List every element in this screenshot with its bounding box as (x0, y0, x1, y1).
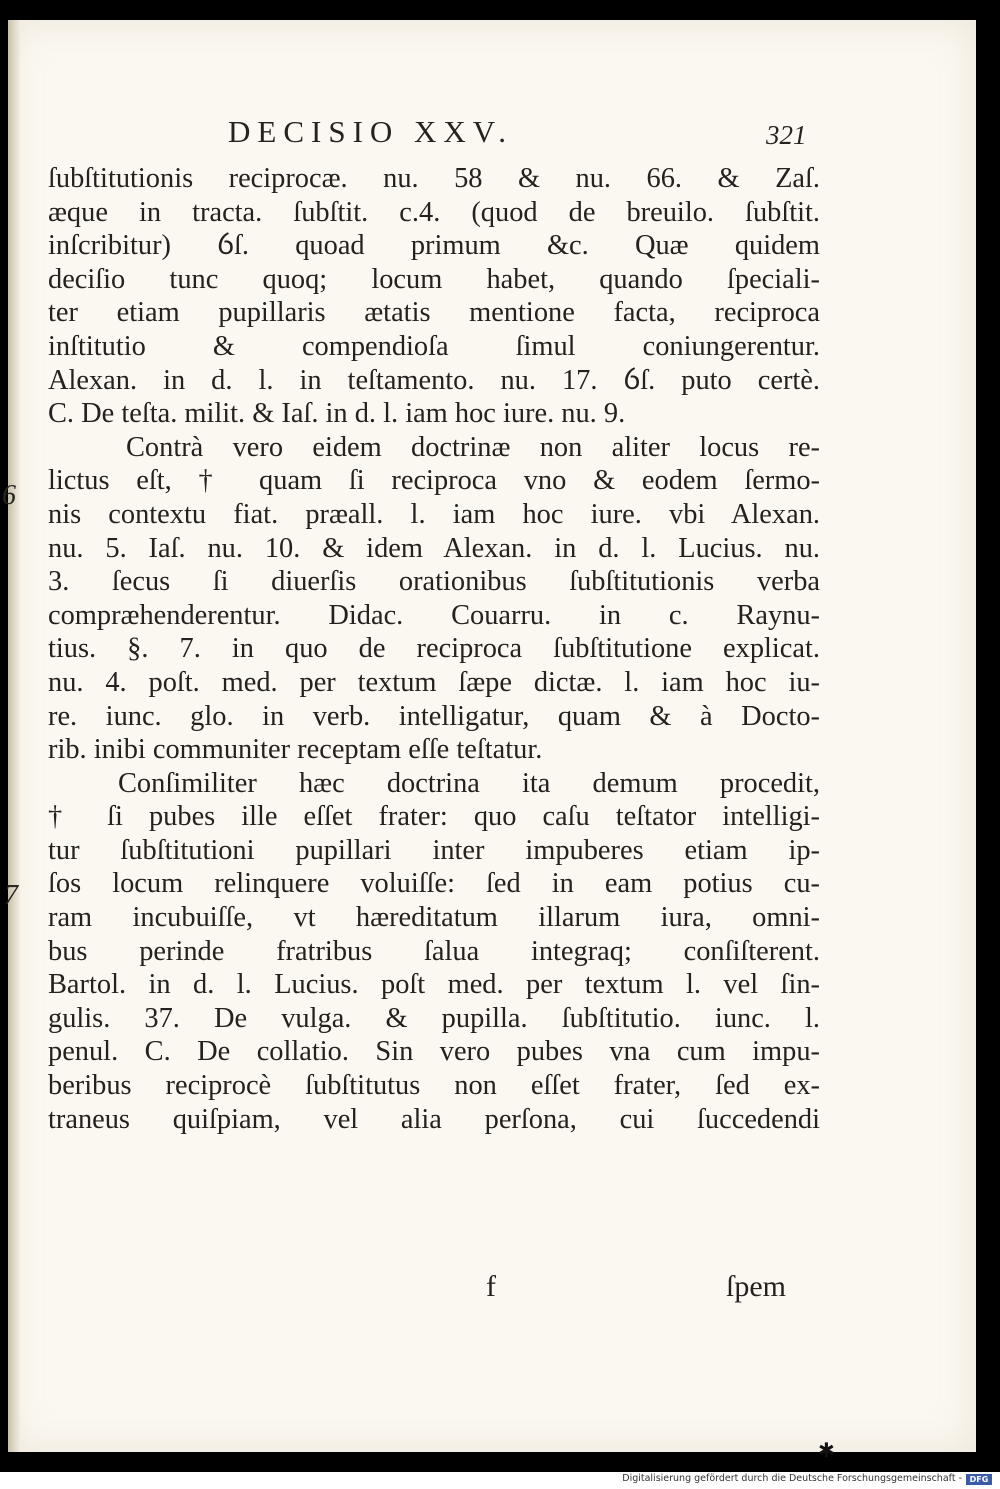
text-line: lictus eſt, † quam ſi reciproca vno & eodem ſermo- (48, 465, 820, 497)
page-header (8, 110, 976, 150)
text-line: tius. §. 7. in quo de reciproca ſubſtitutione explicat. (48, 633, 820, 665)
text-line: rib. inibi communiter receptam eſſe teſtatur. (48, 734, 543, 766)
text-line: gulis. 37. De vulga. & pupilla. ſubſtitutio. iunc. l. (48, 1002, 820, 1034)
text-line: nu. 4. poſt. med. per textum ſæpe dictæ. l. iam hoc iu- (48, 666, 820, 698)
marginal-number: 7 (4, 880, 18, 911)
text-line: nu. 5. Iaſ. nu. 10. & idem Alexan. in d. l. Lucius. nu. (48, 532, 820, 564)
signature-mark: f (486, 1270, 496, 1303)
text-line: inſtitutio & compendioſa ſimul coniungerentur. (48, 330, 820, 362)
paragraph-start-line: Conſimiliter hæc doctrina ita demum procedit, (118, 767, 820, 799)
library-stamp-ornament: ✱ (818, 1438, 835, 1462)
running-head: DECISIO XXV. (228, 114, 513, 149)
book-page (2, 20, 976, 1462)
text-line: C. De teſta. milit. & Iaſ. in d. l. iam hoc iure. nu. 9. (48, 398, 626, 430)
text-line: compræhenderentur. Didac. Couarru. in c. Raynu- (48, 599, 820, 631)
text-line: nis contextu fiat. præall. l. iam hoc iure. vbi Alexan. (48, 498, 820, 530)
paragraph-start-line: Contrà vero eidem doctrinæ non aliter locus re- (126, 431, 820, 463)
text-line: ſubſtitutionis reciprocæ. nu. 58 & nu. 66. & Zaſ. (48, 163, 820, 194)
dfg-logo: DFG (966, 1474, 992, 1485)
text-line: Alexan. in d. l. in teſtamento. nu. 17. ỽſ. puto certè. (48, 364, 820, 396)
funding-credit: Digitalisierung gefördert durch die Deutsche Forschungsgemeinschaft - (622, 1473, 962, 1484)
text-line: ter etiam pupillaris ætatis mentione facta, reciproca (48, 297, 820, 329)
marginal-number: 6 (2, 480, 16, 511)
page-gutter (8, 20, 20, 1452)
page-number: 321 (766, 120, 807, 150)
text-line: † ſi pubes ille eſſet frater: quo caſu teſtator intelligi- (48, 801, 820, 833)
text-line: Bartol. in d. l. Lucius. poſt med. per textum l. vel ſin- (48, 969, 820, 1001)
text-line: beribus reciprocè ſubſtitutus non eſſet frater, ſed ex- (48, 1070, 820, 1102)
text-line: tur ſubſtitutioni pupillari inter impuberes etiam ip- (48, 834, 820, 866)
catchword: ſpem (726, 1270, 786, 1303)
text-line: æque in tracta. ſubſtit. c.4. (quod de breuilo. ſubſtit. (48, 196, 820, 228)
text-line: re. iunc. glo. in verb. intelligatur, quam & à Docto- (48, 700, 820, 732)
text-line: penul. C. De collatio. Sin vero pubes vna cum impu- (48, 1036, 820, 1068)
text-line: ram incubuiſſe, vt hæreditatum illarum iura, omni- (48, 902, 820, 934)
text-line: bus perinde fratribus ſalua integraq; conſiſterent. (48, 935, 820, 967)
digitization-footer (0, 1472, 1000, 1489)
text-line: inſcribitur) ỽſ. quoad primum &c. Quæ quidem (48, 230, 820, 262)
text-line: deciſio tunc quoq; locum habet, quando ſpeciali- (48, 263, 820, 295)
main-text-block (48, 162, 820, 1136)
text-line: 3. ſecus ſi diuerſis orationibus ſubſtitutionis verba (48, 566, 820, 598)
text-line: ſos locum relinquere voluiſſe: ſed in eam potius cu- (48, 868, 820, 900)
text-line: traneus quiſpiam, vel alia perſona, cui ſuccedendi (48, 1103, 820, 1135)
